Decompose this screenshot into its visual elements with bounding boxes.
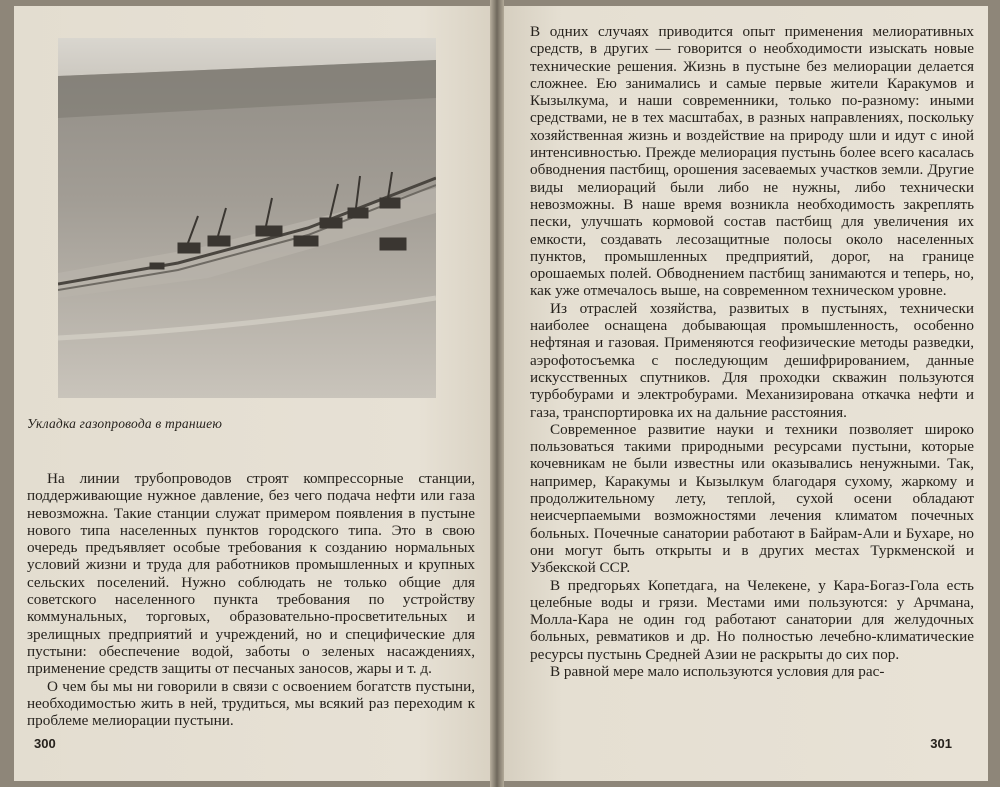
paragraph: На линии трубопроводов строят компрессорные станции, поддерживающие нужное давление, без чего подача нефти или газа невозможна. Такие станции служат примером появления в пустыне нового типа населенных пунктов городского типа. Это в свою очередь предъявляет особые требования к созданию нормальных условий жизни и труда для работников промышленных и крупных сельских поселений. Нужно соблюдать не только общие для советского населенного пункта требования по устройству коммунальных, торговых, образовательно-просветительных и зрелищных предприятий и учреждений, но и специфические для пустыни: обеспечение водой, заботы о зеленых насаждениях, применение средств защиты от песчаных заносов, жары и т. д. bbox=[27, 470, 475, 678]
right-page-text bbox=[530, 23, 974, 680]
photo-caption: Укладка газопровода в траншею bbox=[27, 416, 223, 431]
paragraph: Современное развитие науки и техники позволяет широко пользоваться такими природными ресурсами пустыни, которые кочевникам не были известны или оказывались ненужными. Так, например, Каракумы и Кызылкум благодаря сухому, жаркому и продолжительному лету, теплой, сухой осени обладают неисчерпаемыми возможностями лечения климатом почечных больных. Почечные санатории работают в Байрам-Али и Бухаре, но они могут быть открыты и в других местах Туркменской и Узбекской ССР. bbox=[530, 420, 974, 577]
page-number-right: 301 bbox=[930, 736, 952, 751]
left-page-text bbox=[27, 470, 475, 729]
right-page bbox=[504, 6, 988, 781]
paragraph: В одних случаях приводится опыт применения мелиоративных средств, в других — говорится о необходимости изыскать новые технические решения. Жизнь в пустыне без мелиорации делается сложнее. Ею занимались и самые первые жители Каракумов и Кызылкума, и наши современники, только по-разному: иными средствами, не в тех масштабах, в разных направлениях, поскольку хозяйственная жизнь и воздействие на природу шли и идут с иной интенсивностью. Прежде мелиорация пустынь более всего касалась обводнения пастбищ, орошения засеваемых участков земли. Другие виды мелиораций были либо не нужны, либо технически невозможны. В наше время возникла необходимость закреплять пески, улучшать кормовой состав пастбищ для увеличения их емкости, создавать лесозащитные полосы около населенных пунктов, промышленных предприятий, дорог, на границе орошаемых полей. Обводнением пастбищ занимаются и теперь, но, как уже отмечалось выше, на современном техническом уровне. bbox=[530, 23, 974, 300]
book-gutter bbox=[490, 0, 504, 787]
pipeline-photo bbox=[58, 38, 436, 398]
page-number-left: 300 bbox=[34, 736, 56, 751]
paragraph: В равной мере мало используются условия для рас- bbox=[550, 662, 885, 680]
paragraph: Из отраслей хозяйства, развитых в пустынях, технически наиболее оснащена добывающая промышленность, особенно нефтяная и газовая. Применяются геофизические методы разведки, аэрофотосъемка с последующим дешифрированием, данные искусственных спутников. Для проходки скважин пользуются турбобурами и электробурами. Механизирована откачка нефти и газа, транспортировка их на дальние расстояния. bbox=[530, 299, 974, 421]
paragraph: О чем бы мы ни говорили в связи с освоением богатств пустыни, необходимостью жить в ней, трудиться, мы всякий раз переходим к проблеме мелиорации пустыни. bbox=[27, 677, 475, 730]
paragraph: В предгорьях Копетдага, на Челекене, у Кара-Богаз-Гола есть целебные воды и грязи. Местами ими пользуются: у Арчмана, Молла-Кара не один год работают санатории для желудочных больных, ревматиков и др. Но полностью лечебно-климатические ресурсы пустынь Средней Азии не раскрыты до сих пор. bbox=[530, 576, 974, 663]
left-page bbox=[14, 6, 490, 781]
